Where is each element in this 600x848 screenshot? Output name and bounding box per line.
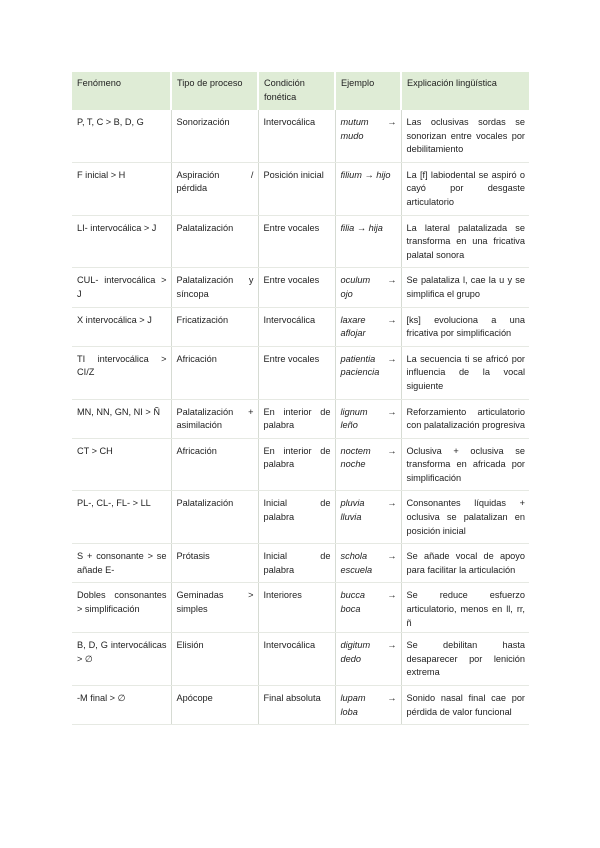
cell-fenomeno: CT > CH bbox=[72, 438, 171, 491]
cell-ejemplo: digitum → dedo bbox=[335, 633, 401, 686]
cell-fenomeno: X intervocálica > J bbox=[72, 307, 171, 346]
header-condicion: Condición fonética bbox=[258, 72, 335, 110]
cell-tipo: Elisión bbox=[171, 633, 258, 686]
cell-ejemplo: lignum → leño bbox=[335, 399, 401, 438]
table-row bbox=[72, 215, 529, 268]
cell-fenomeno: P, T, C > B, D, G bbox=[72, 110, 171, 162]
cell-condicion: Intervocálica bbox=[258, 633, 335, 686]
cell-fenomeno: S + consonante > se añade E- bbox=[72, 544, 171, 583]
header-explicacion: Explicación lingüística bbox=[401, 72, 529, 110]
cell-explicacion: La secuencia ti se africó por influencia de la vocal siguiente bbox=[401, 346, 529, 399]
cell-explicacion: Se palataliza l, cae la u y se simplifica el grupo bbox=[401, 268, 529, 307]
cell-condicion: Inicial de palabra bbox=[258, 491, 335, 544]
phonetic-evolution-table bbox=[72, 72, 529, 725]
cell-fenomeno: PL-, CL-, FL- > LL bbox=[72, 491, 171, 544]
cell-ejemplo: oculum → ojo bbox=[335, 268, 401, 307]
header-fenomeno: Fenómeno bbox=[72, 72, 171, 110]
cell-explicacion: Se añade vocal de apoyo para facilitar la articulación bbox=[401, 544, 529, 583]
cell-condicion: Posición inicial bbox=[258, 162, 335, 215]
table-row bbox=[72, 491, 529, 544]
cell-explicacion: Se reduce esfuerzo articulatorio, menos en ll, rr, ñ bbox=[401, 583, 529, 633]
cell-condicion: Interiores bbox=[258, 583, 335, 633]
cell-tipo: Africación bbox=[171, 346, 258, 399]
cell-explicacion: Reforzamiento articulatorio con palatalización progresiva bbox=[401, 399, 529, 438]
table-row bbox=[72, 583, 529, 633]
table-row bbox=[72, 438, 529, 491]
cell-fenomeno: Dobles consonantes > simplificación bbox=[72, 583, 171, 633]
cell-ejemplo: patientia → paciencia bbox=[335, 346, 401, 399]
table-header-row bbox=[72, 72, 529, 110]
cell-fenomeno: -M final > ∅ bbox=[72, 686, 171, 725]
cell-condicion: Inicial de palabra bbox=[258, 544, 335, 583]
cell-explicacion: La lateral palatalizada se transforma en una fricativa palatal sonora bbox=[401, 215, 529, 268]
table-row bbox=[72, 162, 529, 215]
cell-fenomeno: F inicial > H bbox=[72, 162, 171, 215]
header-ejemplo: Ejemplo bbox=[335, 72, 401, 110]
cell-tipo: Aspiración / pérdida bbox=[171, 162, 258, 215]
table-row bbox=[72, 307, 529, 346]
cell-condicion: Entre vocales bbox=[258, 346, 335, 399]
cell-tipo: Palatalización + asimilación bbox=[171, 399, 258, 438]
cell-explicacion: La [f] labiodental se aspiró o cayó por desgaste articulatorio bbox=[401, 162, 529, 215]
table-row bbox=[72, 399, 529, 438]
table-row bbox=[72, 544, 529, 583]
cell-condicion: Final absoluta bbox=[258, 686, 335, 725]
cell-fenomeno: B, D, G intervocálicas > ∅ bbox=[72, 633, 171, 686]
cell-ejemplo: bucca → boca bbox=[335, 583, 401, 633]
cell-tipo: Africación bbox=[171, 438, 258, 491]
cell-explicacion: Consonantes líquidas + oclusiva se palatalizan en posición inicial bbox=[401, 491, 529, 544]
header-tipo: Tipo de proceso bbox=[171, 72, 258, 110]
cell-fenomeno: CUL- intervocálica > J bbox=[72, 268, 171, 307]
cell-ejemplo: mutum → mudo bbox=[335, 110, 401, 162]
cell-ejemplo: filium → hijo bbox=[335, 162, 401, 215]
cell-ejemplo: lupam → loba bbox=[335, 686, 401, 725]
cell-tipo: Palatalización bbox=[171, 215, 258, 268]
cell-fenomeno: TI intervocálica > CI/Z bbox=[72, 346, 171, 399]
cell-tipo: Palatalización bbox=[171, 491, 258, 544]
cell-explicacion: Se debilitan hasta desaparecer por lenición extrema bbox=[401, 633, 529, 686]
cell-condicion: En interior de palabra bbox=[258, 438, 335, 491]
cell-ejemplo: filia → hija bbox=[335, 215, 401, 268]
cell-tipo: Fricatización bbox=[171, 307, 258, 346]
table-row bbox=[72, 110, 529, 162]
cell-condicion: Intervocálica bbox=[258, 110, 335, 162]
cell-condicion: Entre vocales bbox=[258, 215, 335, 268]
table-row bbox=[72, 633, 529, 686]
cell-explicacion: Las oclusivas sordas se sonorizan entre vocales por debilitamiento bbox=[401, 110, 529, 162]
cell-explicacion: Sonido nasal final cae por pérdida de valor funcional bbox=[401, 686, 529, 725]
cell-tipo: Prótasis bbox=[171, 544, 258, 583]
cell-tipo: Palatalización y síncopa bbox=[171, 268, 258, 307]
table-row bbox=[72, 268, 529, 307]
cell-condicion: En interior de palabra bbox=[258, 399, 335, 438]
cell-fenomeno: LI- intervocálica > J bbox=[72, 215, 171, 268]
cell-tipo: Apócope bbox=[171, 686, 258, 725]
table-row bbox=[72, 686, 529, 725]
cell-fenomeno: MN, NN, GN, NI > Ñ bbox=[72, 399, 171, 438]
cell-explicacion: Oclusiva + oclusiva se transforma en africada por simplificación bbox=[401, 438, 529, 491]
cell-explicacion: [ks] evoluciona a una fricativa por simplificación bbox=[401, 307, 529, 346]
cell-tipo: Geminadas > simples bbox=[171, 583, 258, 633]
cell-tipo: Sonorización bbox=[171, 110, 258, 162]
table-row bbox=[72, 346, 529, 399]
cell-condicion: Entre vocales bbox=[258, 268, 335, 307]
cell-ejemplo: schola → escuela bbox=[335, 544, 401, 583]
cell-ejemplo: laxare → aflojar bbox=[335, 307, 401, 346]
cell-condicion: Intervocálica bbox=[258, 307, 335, 346]
cell-ejemplo: noctem → noche bbox=[335, 438, 401, 491]
cell-ejemplo: pluvia → lluvia bbox=[335, 491, 401, 544]
